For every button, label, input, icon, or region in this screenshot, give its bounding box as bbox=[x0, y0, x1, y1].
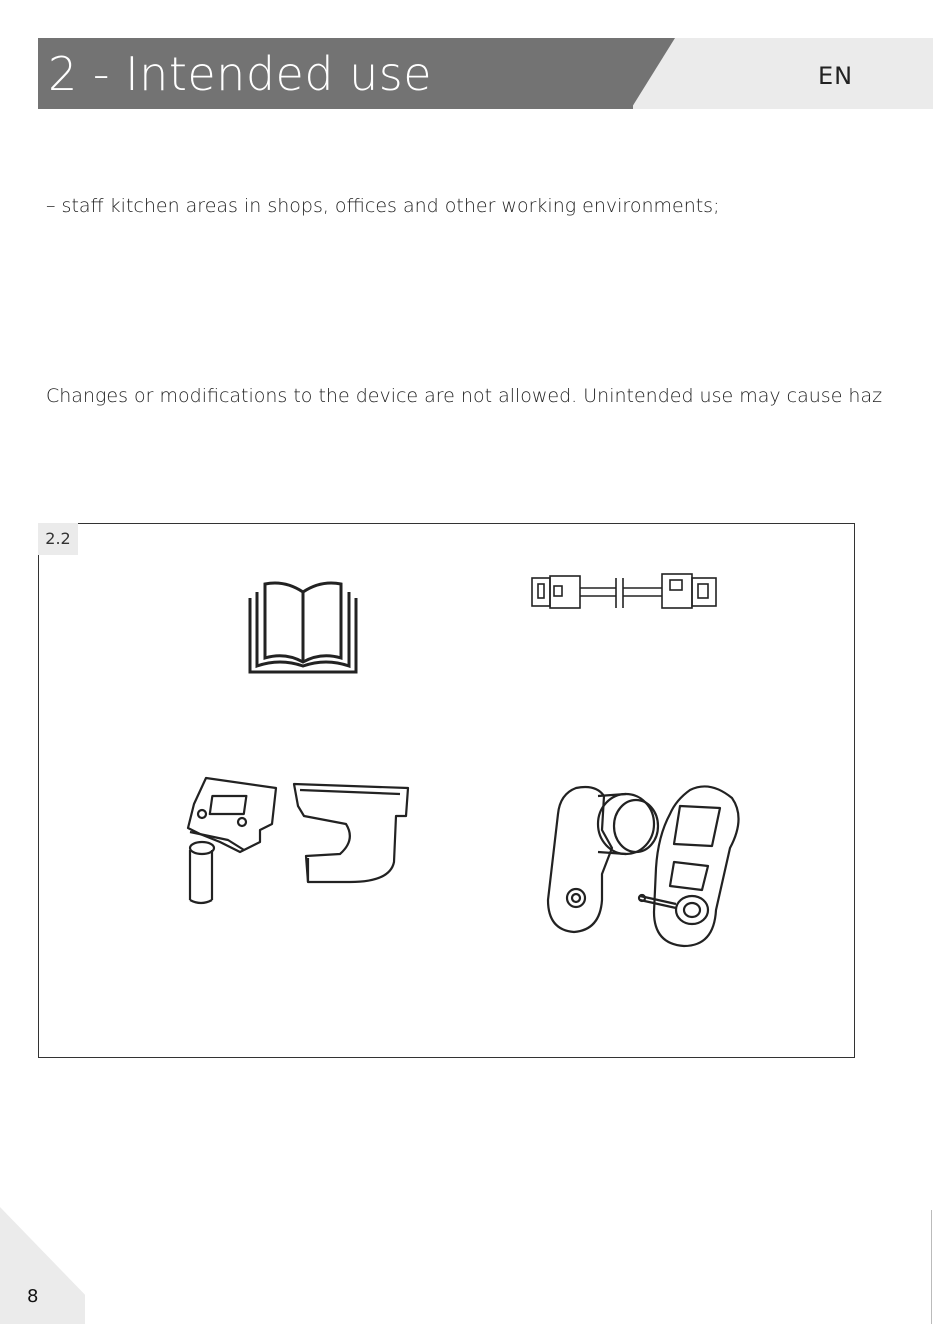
language-label: EN bbox=[818, 62, 854, 90]
page-edge-line bbox=[931, 1210, 932, 1324]
language-tab bbox=[633, 38, 933, 109]
page-corner-tab bbox=[0, 1207, 85, 1324]
manual-book-icon bbox=[245, 578, 361, 676]
hinge-bracket-icon bbox=[180, 770, 420, 910]
hinge-assembly-icon bbox=[540, 770, 760, 955]
connector-cable-icon bbox=[530, 570, 720, 612]
page-title: 2 - Intended use bbox=[48, 47, 433, 101]
body-line-staff-kitchen: – staff kitchen areas in shops, offices and other working environments; bbox=[46, 195, 720, 217]
body-line-changes: Changes or modifications to the device are not allowed. Unintended use may cause haz bbox=[46, 385, 883, 407]
figure-label: 2.2 bbox=[38, 523, 78, 555]
page-number: 8 bbox=[27, 1286, 39, 1307]
